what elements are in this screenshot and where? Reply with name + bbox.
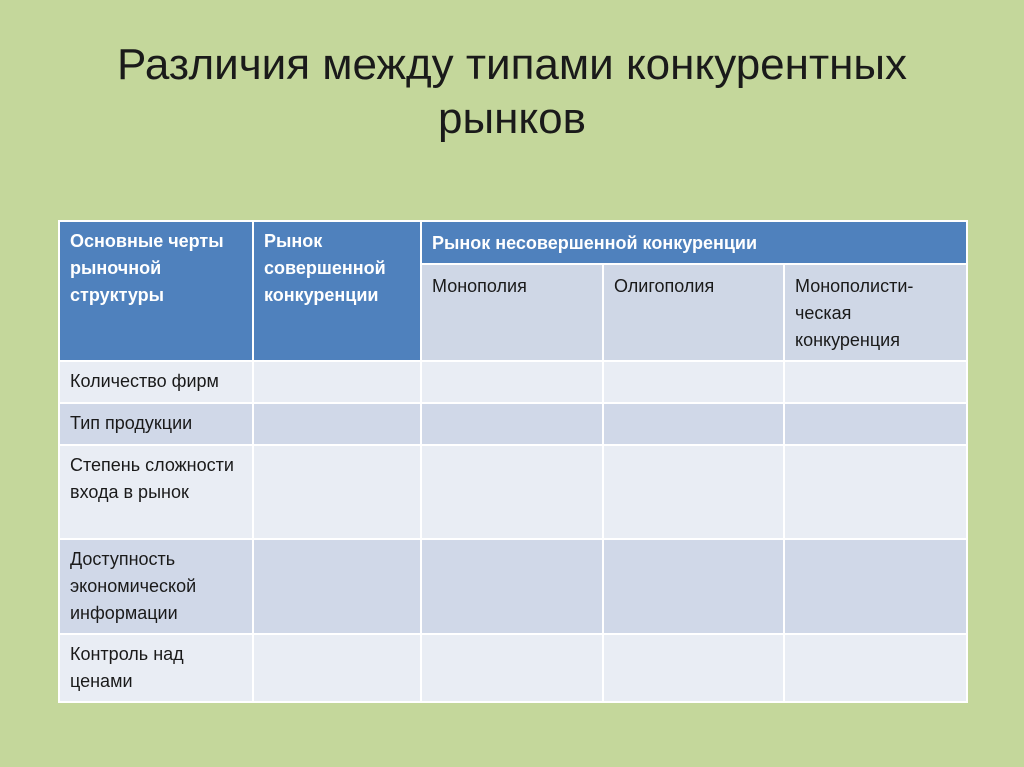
header-row-top xyxy=(59,221,967,264)
table-cell xyxy=(784,403,967,445)
table-cell xyxy=(603,634,784,702)
table-cell xyxy=(253,361,421,403)
table-row xyxy=(59,445,967,539)
table-row xyxy=(59,361,967,403)
header-imperfect-competition: Рынок несовершенной конкуренции xyxy=(421,221,967,264)
table-cell xyxy=(603,361,784,403)
header-monopolistic-competition: Монополисти-ческая конкуренция xyxy=(784,264,967,361)
row-label: Степень сложности входа в рынок xyxy=(59,445,253,539)
table-cell xyxy=(603,445,784,539)
row-label: Контроль над ценами xyxy=(59,634,253,702)
row-label: Доступность экономической информации xyxy=(59,539,253,634)
slide-title: Различия между типами конкурентных рынков xyxy=(116,40,908,143)
table-cell xyxy=(603,403,784,445)
header-monopoly: Монополия xyxy=(421,264,603,361)
row-label: Тип продукции xyxy=(59,403,253,445)
row-label: Количество фирм xyxy=(59,361,253,403)
table-cell xyxy=(784,445,967,539)
table-cell xyxy=(421,361,603,403)
header-perfect-competition: Рынок совершенной конкуренции xyxy=(253,221,421,361)
table-row xyxy=(59,539,967,634)
table-cell xyxy=(253,403,421,445)
market-comparison-table xyxy=(58,220,968,703)
table-cell xyxy=(603,539,784,634)
header-features: Основные черты рыночной структуры xyxy=(59,221,253,361)
table-cell xyxy=(253,634,421,702)
table-cell xyxy=(253,445,421,539)
table-row xyxy=(59,403,967,445)
table-cell xyxy=(784,634,967,702)
table-cell xyxy=(421,539,603,634)
table-cell xyxy=(421,403,603,445)
table-cell xyxy=(421,445,603,539)
table-cell xyxy=(784,361,967,403)
table-row xyxy=(59,634,967,702)
table-cell xyxy=(784,539,967,634)
table-cell xyxy=(253,539,421,634)
table-cell xyxy=(421,634,603,702)
header-oligopoly: Олигополия xyxy=(603,264,784,361)
